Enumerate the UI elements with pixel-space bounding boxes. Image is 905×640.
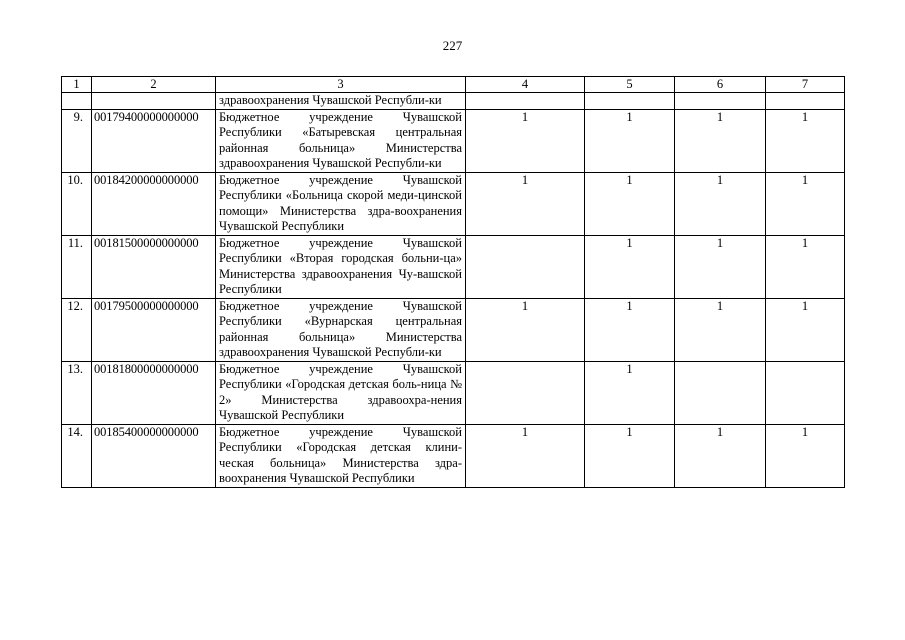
row-number: 9. <box>62 109 92 172</box>
row-value-col5: 1 <box>585 298 675 361</box>
row-name: Бюджетное учреждение Чувашской Республики «Городская детская боль-ница № 2» Министерства здравоохра-нения Чувашской Республики <box>216 361 466 424</box>
column-header: 6 <box>675 77 766 93</box>
row-value-col7: 1 <box>766 298 845 361</box>
row-value-col7 <box>766 361 845 424</box>
column-header: 2 <box>92 77 216 93</box>
row-value-col6: 1 <box>675 424 766 487</box>
row-code: 00179400000000000 <box>92 109 216 172</box>
row-code: 00184200000000000 <box>92 172 216 235</box>
table-row <box>62 361 845 424</box>
table-row <box>62 235 845 298</box>
row-code: 00185400000000000 <box>92 424 216 487</box>
row-code: 00179500000000000 <box>92 298 216 361</box>
row-name: Бюджетное учреждение Чувашской Республики «Городская детская клини-ческая больница» Министерства здра-воохранения Чувашской Республики <box>216 424 466 487</box>
row-value-col6: 1 <box>675 172 766 235</box>
row-value-col5: 1 <box>585 109 675 172</box>
row-value-col4: 1 <box>466 172 585 235</box>
row-number: 14. <box>62 424 92 487</box>
row-number: 12. <box>62 298 92 361</box>
row-value-col5: 1 <box>585 361 675 424</box>
row-value-col4 <box>466 93 585 110</box>
row-value-col7: 1 <box>766 424 845 487</box>
row-value-col7 <box>766 93 845 110</box>
row-number <box>62 93 92 110</box>
row-value-col4 <box>466 361 585 424</box>
table-row <box>62 172 845 235</box>
row-value-col4: 1 <box>466 109 585 172</box>
column-header: 7 <box>766 77 845 93</box>
row-number: 11. <box>62 235 92 298</box>
page-number: 227 <box>442 38 463 53</box>
row-value-col5: 1 <box>585 424 675 487</box>
table-row <box>62 93 845 110</box>
column-header: 5 <box>585 77 675 93</box>
row-value-col5: 1 <box>585 172 675 235</box>
row-value-col4: 1 <box>466 298 585 361</box>
table-row <box>62 298 845 361</box>
row-name: здравоохранения Чувашской Республи-ки <box>216 93 466 110</box>
row-name: Бюджетное учреждение Чувашской Республики «Батыревская центральная районная больница» Министерства здравоохранения Чувашской Республи-ки <box>216 109 466 172</box>
row-value-col7: 1 <box>766 109 845 172</box>
row-value-col4: 1 <box>466 424 585 487</box>
row-name: Бюджетное учреждение Чувашской Республики «Вторая городская больни-ца» Министерства здравоохранения Чу-вашской Республики <box>216 235 466 298</box>
row-value-col6: 1 <box>675 235 766 298</box>
row-value-col6 <box>675 361 766 424</box>
row-number: 10. <box>62 172 92 235</box>
column-header: 1 <box>62 77 92 93</box>
row-value-col6 <box>675 93 766 110</box>
row-value-col6: 1 <box>675 298 766 361</box>
column-header: 3 <box>216 77 466 93</box>
row-code: 00181800000000000 <box>92 361 216 424</box>
column-header: 4 <box>466 77 585 93</box>
row-code <box>92 93 216 110</box>
row-value-col5: 1 <box>585 235 675 298</box>
header-row <box>62 77 845 93</box>
row-number: 13. <box>62 361 92 424</box>
row-value-col4 <box>466 235 585 298</box>
row-name: Бюджетное учреждение Чувашской Республики «Больница скорой меди-цинской помощи» Министерства здра-воохранения Чувашской Республики <box>216 172 466 235</box>
row-value-col7: 1 <box>766 172 845 235</box>
row-value-col7: 1 <box>766 235 845 298</box>
row-value-col6: 1 <box>675 109 766 172</box>
row-name: Бюджетное учреждение Чувашской Республики «Вурнарская центральная районная больница» Министерства здравоохранения Чувашской Республи-ки <box>216 298 466 361</box>
table-row <box>62 424 845 487</box>
table-row <box>62 109 845 172</box>
row-code: 00181500000000000 <box>92 235 216 298</box>
row-value-col5 <box>585 93 675 110</box>
data-table <box>61 76 845 488</box>
